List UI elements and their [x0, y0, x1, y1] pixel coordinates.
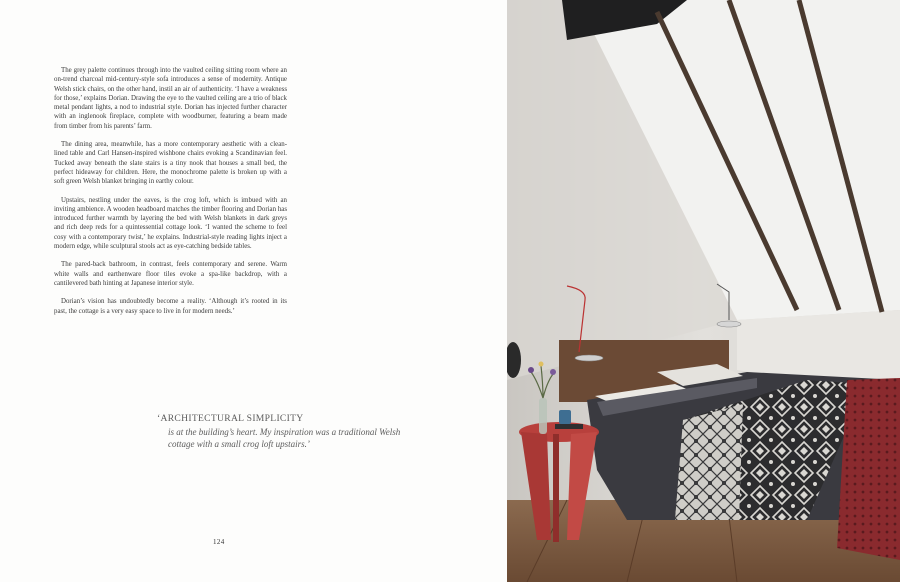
- paragraph: The pared-back bathroom, in contrast, feels contemporary and serene. Warm white walls and earthenware floor tiles evoke a spa-like backdrop, with a cantilevered bath hinting at Japanese interior style.: [54, 261, 287, 287]
- pull-quote: [157, 413, 417, 451]
- paragraph: The grey palette continues through into the vaulted ceiling sitting room where an on-trend charcoal mid-century-style sofa introduces a sense of modernity. Antique Welsh stick chairs, on the other hand, instil an air of authenticity. ‘I have a weakness for those,’ explains Dorian. Drawing the eye to the vaulted ceiling are a trio of black metal pendant lights, a nod to industrial style. Dorian has injected further character with an inglenook fireplace, complete with woodburner, featuring a beam made from timber from his parents’ farm.: [54, 67, 287, 130]
- paragraph: Dorian’s vision has undoubtedly become a reality. ‘Although it’s rooted in its past, the cottage is a very easy space to live in for modern needs.’: [54, 298, 287, 315]
- pull-quote-lead: ‘ARCHITECTURAL SIMPLICITY: [157, 413, 304, 424]
- article-body: [54, 66, 287, 325]
- paragraph: Upstairs, nestling under the eaves, is the crog loft, which is imbued with an inviting ambience. A wooden headboard matches the timber flooring and Dorian has introduced further warmth by layering the bed with Welsh blankets in dark greys and rich deep reds for a quintessential cottage look. ‘I wanted the scheme to feel cosy with a contemporary twist,’ he explains. Industrial-style reading lights inject a modern edge, while sculptural stools act as eye-catching bedside tables.: [54, 196, 287, 250]
- pull-quote-body: is at the building’s heart. My inspiration was a traditional Welsh cottage with a small crog loft upstairs.’: [168, 426, 401, 449]
- bedroom-photo-illustration: [507, 0, 900, 582]
- paragraph: The dining area, meanwhile, has a more contemporary aesthetic with a clean-lined table and Carl Hansen-inspired wishbone chairs evoking a Scandinavian feel. Tucked away beneath the slate stairs is a tiny nook that houses a small bed, the perfect hideaway for children. Here, the monochrome palette is broken up with a soft green Welsh blanket bringing in earthy colour.: [54, 141, 287, 185]
- page-number: 124: [213, 538, 225, 546]
- bedroom-photo: [507, 0, 900, 582]
